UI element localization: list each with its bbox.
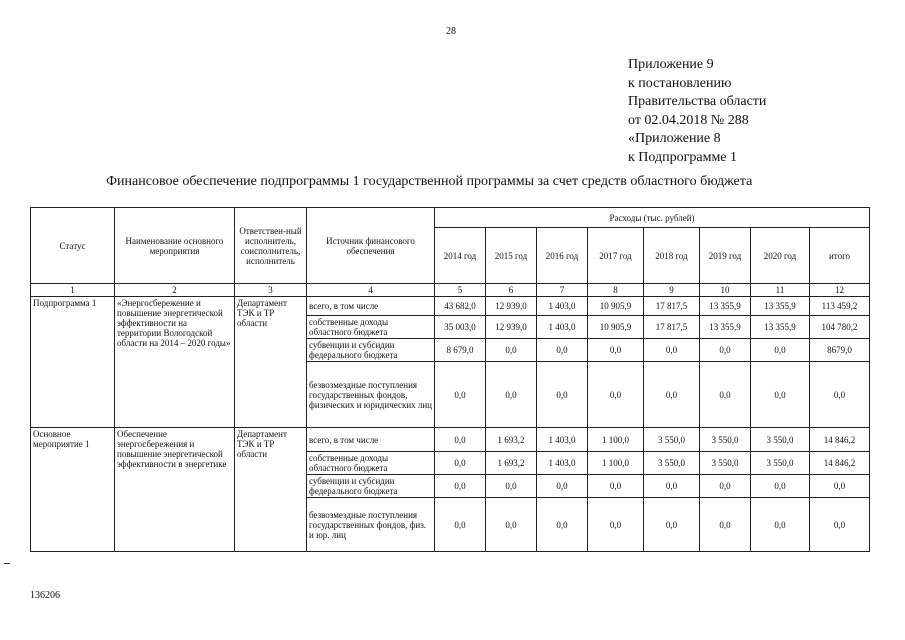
- header-year: 2018 год: [644, 228, 700, 284]
- column-number: 4: [307, 284, 435, 297]
- header-year: 2015 год: [486, 228, 537, 284]
- row-source: безвозмездные поступления государственных фондов, физ. и юр. лиц: [307, 498, 435, 552]
- header-year: 2016 год: [537, 228, 588, 284]
- row-value: 1 403,0: [537, 297, 588, 316]
- header-responsible: Ответствен-ный исполнитель, соисполнитель, исполнитель: [235, 208, 307, 284]
- margin-mark: [4, 563, 10, 564]
- appendix-line-4: от 02.04.2018 № 288: [628, 112, 749, 128]
- row-source: субвенции и субсидии федерального бюджета: [307, 475, 435, 498]
- row-value: 8679,0: [810, 339, 870, 362]
- row-source: собственные доходы областного бюджета: [307, 316, 435, 339]
- row-value: 1 100,0: [588, 428, 644, 452]
- row-value: 0,0: [810, 475, 870, 498]
- row-value: 113 459,2: [810, 297, 870, 316]
- row-value: 0,0: [435, 362, 486, 428]
- row-value: 0,0: [588, 362, 644, 428]
- row-value: 0,0: [644, 362, 700, 428]
- appendix-line-3: Правительства области: [628, 94, 767, 109]
- row-value: 14 846,2: [810, 452, 870, 475]
- row-value: 0,0: [700, 498, 751, 552]
- row-value: 0,0: [700, 475, 751, 498]
- row-value: 13 355,9: [700, 297, 751, 316]
- column-number: 7: [537, 284, 588, 297]
- row-value: 1 100,0: [588, 452, 644, 475]
- header-status: Статус: [31, 208, 115, 284]
- document-title: Финансовое обеспечение подпрограммы 1 государственной программы за счет средств областного бюджета: [106, 174, 753, 189]
- row-value: 0,0: [435, 475, 486, 498]
- header-expenses: Расходы (тыс. рублей): [435, 208, 870, 228]
- row-name: «Энергосбережение и повышение энергетической эффективности на территории Вологодской области на 2014 – 2020 годы»: [115, 297, 235, 428]
- row-value: 1 403,0: [537, 452, 588, 475]
- row-value: 0,0: [644, 498, 700, 552]
- row-value: 1 403,0: [537, 428, 588, 452]
- appendix-line-6: к Подпрограмме 1: [628, 149, 738, 165]
- financing-table: [30, 207, 870, 552]
- row-source: всего, в том числе: [307, 297, 435, 316]
- appendix-line-5: «Приложение 8: [628, 131, 721, 146]
- row-value: 13 355,9: [700, 316, 751, 339]
- page-number: 28: [446, 26, 456, 37]
- row-value: 0,0: [810, 362, 870, 428]
- row-value: 0,0: [810, 498, 870, 552]
- header-source: Источник финансового обеспечения: [307, 208, 435, 284]
- row-status: Подпрограмма 1: [31, 297, 115, 428]
- row-value: 0,0: [751, 362, 810, 428]
- row-value: 0,0: [751, 475, 810, 498]
- row-source: безвозмездные поступления государственных фондов, физических и юридических лиц: [307, 362, 435, 428]
- column-number: 6: [486, 284, 537, 297]
- footer-code: 136206: [30, 590, 60, 601]
- row-value: 35 003,0: [435, 316, 486, 339]
- column-number: 1: [31, 284, 115, 297]
- row-value: 3 550,0: [644, 428, 700, 452]
- row-value: 0,0: [537, 475, 588, 498]
- row-value: 3 550,0: [751, 428, 810, 452]
- row-value: 0,0: [486, 339, 537, 362]
- appendix-line-2: к постановлению: [628, 75, 732, 91]
- row-value: 0,0: [435, 452, 486, 475]
- row-value: 12 939,0: [486, 297, 537, 316]
- row-value: 13 355,9: [751, 316, 810, 339]
- row-value: 0,0: [700, 362, 751, 428]
- row-value: 0,0: [537, 498, 588, 552]
- row-value: 17 817,5: [644, 316, 700, 339]
- row-value: 1 693,2: [486, 428, 537, 452]
- row-value: 1 693,2: [486, 452, 537, 475]
- row-value: 0,0: [644, 475, 700, 498]
- row-value: 0,0: [435, 428, 486, 452]
- row-source: всего, в том числе: [307, 428, 435, 452]
- row-responsible: Департамент ТЭК и ТР области: [235, 428, 307, 552]
- row-name: Обеспечение энергосбережения и повышение энергетической эффективности в энергетике: [115, 428, 235, 552]
- row-source: субвенции и субсидии федерального бюджета: [307, 339, 435, 362]
- row-value: 0,0: [751, 498, 810, 552]
- row-status: Основное мероприятие 1: [31, 428, 115, 552]
- row-value: 10 905,9: [588, 316, 644, 339]
- appendix-line-1: Приложение 9: [628, 57, 714, 72]
- row-value: 0,0: [486, 498, 537, 552]
- row-value: 43 682,0: [435, 297, 486, 316]
- row-value: 104 780,2: [810, 316, 870, 339]
- row-value: 1 403,0: [537, 316, 588, 339]
- row-value: 10 905,9: [588, 297, 644, 316]
- column-number: 10: [700, 284, 751, 297]
- header-year: 2017 год: [588, 228, 644, 284]
- row-value: 0,0: [537, 362, 588, 428]
- row-value: 0,0: [588, 498, 644, 552]
- column-number: 9: [644, 284, 700, 297]
- row-value: 8 679,0: [435, 339, 486, 362]
- row-value: 3 550,0: [644, 452, 700, 475]
- table-row: [31, 428, 870, 452]
- column-number: 12: [810, 284, 870, 297]
- row-value: 0,0: [751, 339, 810, 362]
- row-value: 14 846,2: [810, 428, 870, 452]
- appendix-block: [628, 56, 766, 167]
- row-value: 3 550,0: [700, 452, 751, 475]
- row-value: 13 355,9: [751, 297, 810, 316]
- row-responsible: Департамент ТЭК и ТР области: [235, 297, 307, 428]
- row-value: 0,0: [486, 362, 537, 428]
- column-number: 3: [235, 284, 307, 297]
- column-number: 5: [435, 284, 486, 297]
- header-year: 2019 год: [700, 228, 751, 284]
- row-value: 3 550,0: [700, 428, 751, 452]
- column-number: 8: [588, 284, 644, 297]
- row-value: 0,0: [700, 339, 751, 362]
- row-value: 3 550,0: [751, 452, 810, 475]
- row-value: 17 817,5: [644, 297, 700, 316]
- row-value: 12 939,0: [486, 316, 537, 339]
- row-value: 0,0: [486, 475, 537, 498]
- header-year: итого: [810, 228, 870, 284]
- table-row: [31, 297, 870, 316]
- row-value: 0,0: [537, 339, 588, 362]
- header-year: 2014 год: [435, 228, 486, 284]
- row-value: 0,0: [588, 339, 644, 362]
- column-number: 2: [115, 284, 235, 297]
- row-value: 0,0: [588, 475, 644, 498]
- header-year: 2020 год: [751, 228, 810, 284]
- row-source: собственные доходы областного бюджета: [307, 452, 435, 475]
- row-value: 0,0: [644, 339, 700, 362]
- header-name: Наименование основного мероприятия: [115, 208, 235, 284]
- row-value: 0,0: [435, 498, 486, 552]
- column-number: 11: [751, 284, 810, 297]
